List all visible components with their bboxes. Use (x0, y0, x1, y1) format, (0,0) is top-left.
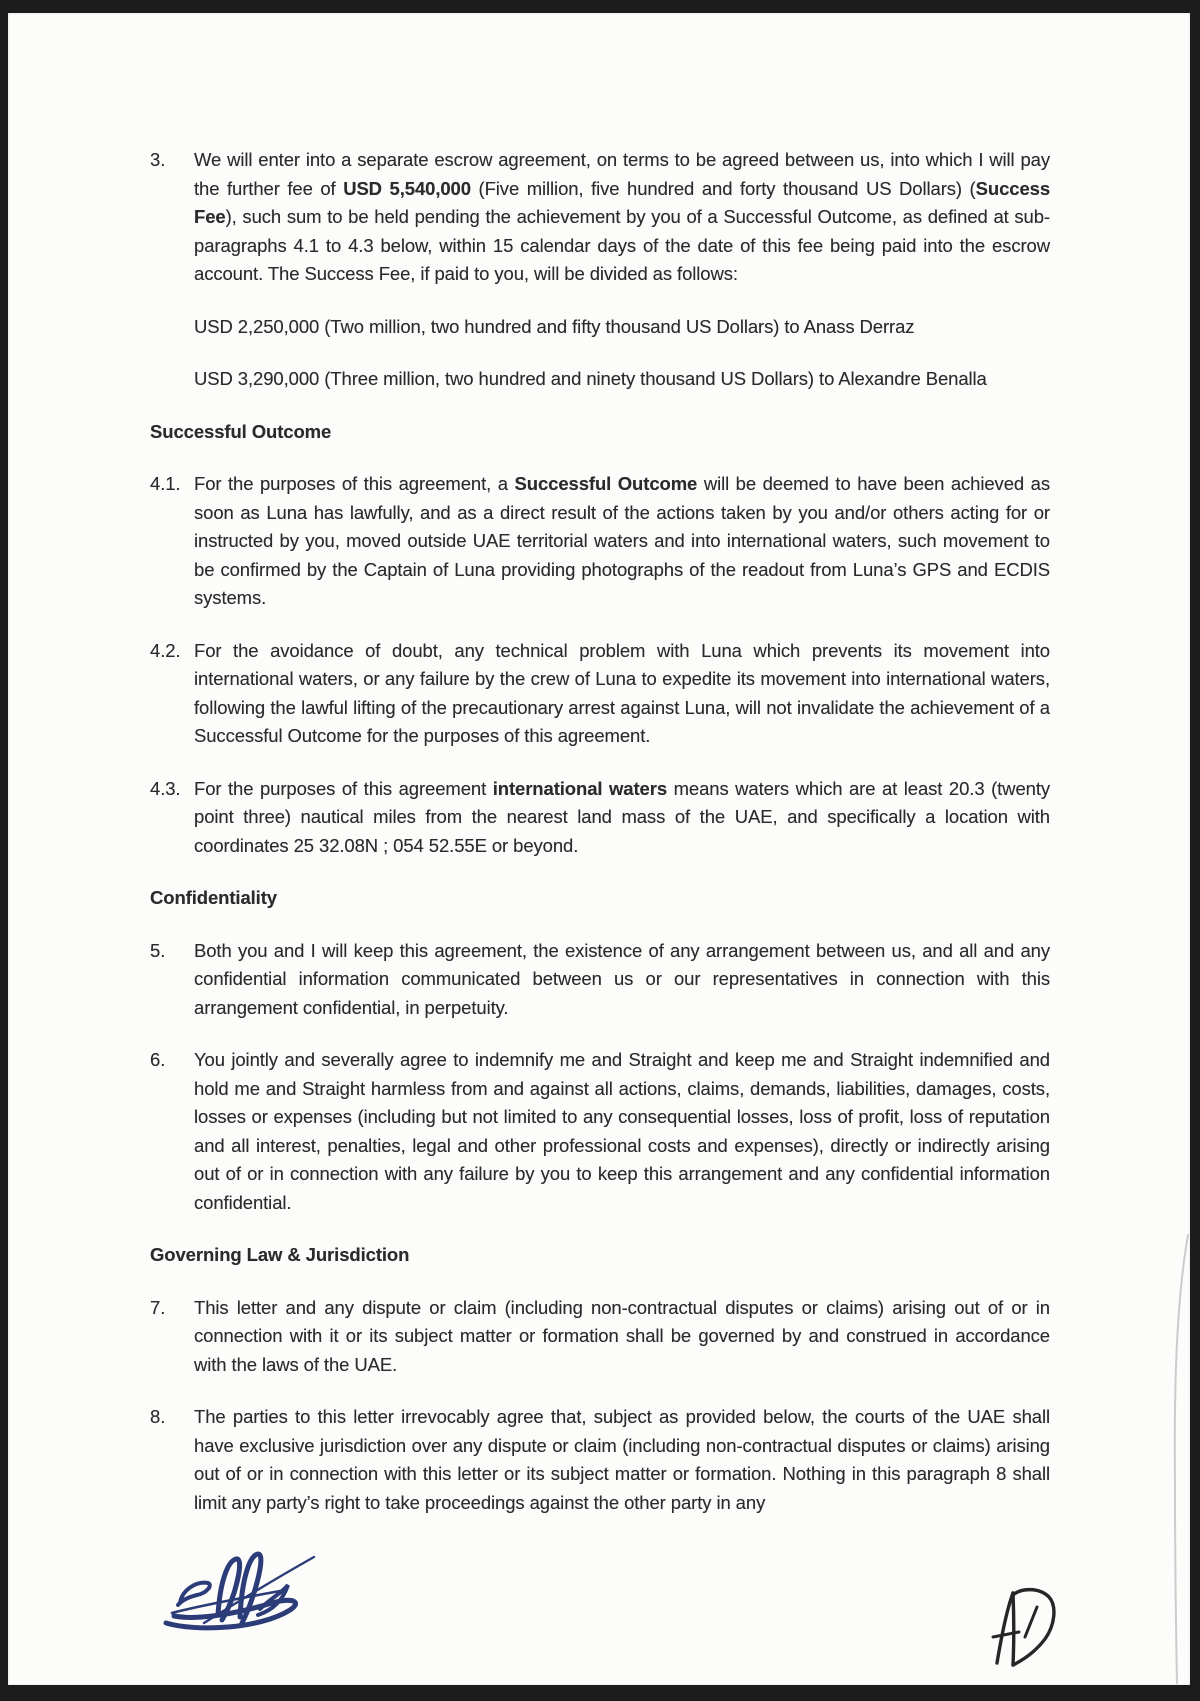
section-heading: Confidentiality (150, 887, 277, 908)
text-run: For the purposes of this agreement (194, 777, 493, 799)
indented-line (194, 313, 1050, 342)
handwritten-signature (152, 1535, 322, 1640)
text-run: Both you and I will keep this agreement, the existence of any arrangement between us, and all and any confidential information communicated between us or our representatives in connection with this arrangement confidential, in perpetuity. (194, 939, 1050, 1018)
bold-text-run: Success Fee (194, 177, 1051, 227)
bold-text-run: Successful Outcome (514, 473, 698, 494)
text-run: This letter and any dispute or claim (including non-contractual disputes or claims) arising out of or in connection with it or its subject matter or formation shall be governed by and construed in accordance with the laws of the UAE. (194, 1296, 1050, 1375)
text-run: USD 3,290,000 (Three million, two hundred and ninety thousand US Dollars) to Alexandre Benalla (194, 368, 987, 389)
text-run: For the purposes of this agreement, a (194, 473, 515, 494)
section-heading: Governing Law & Jurisdiction (150, 1244, 410, 1265)
page-curl-line (1166, 1233, 1190, 1685)
paragraph-number: 4.2. (150, 639, 181, 661)
paragraph-number: 4.1. (150, 473, 181, 494)
numbered-paragraph (150, 1046, 1050, 1217)
text-run: We will enter into a separate escrow agreement, on terms to be agreed between us, into which I will pay the further fee of (194, 149, 1050, 199)
paragraph-text (194, 937, 1050, 1023)
text-run: ), such sum to be held pending the achievement by you of a Successful Outcome, as defined at sub-paragraphs 4.1 to 4.3 below, within 15 calendar days of the date of this fee being paid into the escrow account. The Success Fee, if paid to you, will be divided as follows: (194, 206, 1050, 284)
paragraph-text (194, 775, 1050, 861)
bold-text-run: international waters (492, 777, 668, 799)
paragraph-number: 4.3. (150, 777, 181, 799)
document-body (150, 146, 1050, 1541)
text-run: For the avoidance of doubt, any technical problem with Luna which prevents its movement into international waters, or any failure by the crew of Luna to expedite its movement into international waters, following the lawful lifting of the precautionary arrest against Luna, will not invalidate the achievement of a Successful Outcome for the purposes of this agreement. (194, 639, 1050, 746)
bold-text-run: USD 5,540,000 (343, 177, 471, 199)
numbered-paragraph (150, 1294, 1050, 1380)
numbered-paragraph (150, 775, 1050, 861)
paragraph-text (194, 637, 1050, 751)
paragraph-number: 6. (150, 1049, 166, 1070)
paragraph-number: 5. (150, 939, 166, 961)
paragraph-text (194, 1046, 1050, 1217)
numbered-paragraph (150, 470, 1050, 613)
numbered-paragraph (150, 1403, 1050, 1517)
paragraph-text (194, 146, 1050, 289)
text-run: The parties to this letter irrevocably agree that, subject as provided below, the courts of the UAE shall have exclusive jurisdiction over any dispute or claim (including non-contractual disputes or claims) arising out of or in connection with this letter or its subject matter or formation. Nothing in this paragraph 8 shall limit any party’s right to take proceedings against the other party in any (194, 1406, 1050, 1513)
numbered-paragraph (150, 637, 1050, 751)
paragraph-number: 8. (150, 1406, 166, 1427)
numbered-paragraph (150, 146, 1050, 289)
paragraph-text (194, 1294, 1050, 1380)
paragraph-number: 7. (150, 1296, 166, 1318)
text-run: will be deemed to have been achieved as soon as Luna has lawfully, and as a direct result of the actions taken by you and/or others acting for or instructed by you, moved outside UAE territorial waters and into international waters, such movement to be confirmed by the Captain of Luna providing photographs of the readout from Luna’s GPS and ECDIS systems. (194, 473, 1050, 608)
paragraph-text (194, 1403, 1050, 1517)
text-run: means waters which are at least 20.3 (twenty point three) nautical miles from the nearest land mass of the UAE, and specifically a location with coordinates 25 32.08N ; 054 52.55E or beyond. (194, 777, 1051, 856)
paragraph-number: 3. (150, 149, 166, 170)
text-run: (Five million, five hundred and forty thousand US Dollars) ( (470, 177, 976, 199)
document-page (8, 13, 1190, 1685)
numbered-paragraph (150, 937, 1050, 1023)
text-run: You jointly and severally agree to indemnify me and Straight and keep me and Straight indemnified and hold me and Straight harmless from and against all actions, claims, demands, liabilities, damages, costs, losses or expenses (including but not limited to any consequential losses, loss of profit, loss of reputation and all interest, penalties, legal and other professional costs and expenses), directly or indirectly arising out of or in connection with any failure by you to keep this arrangement and any confidential information confidential. (194, 1049, 1050, 1213)
section-heading: Successful Outcome (150, 420, 332, 442)
indented-line (194, 365, 1050, 394)
paragraph-text (194, 470, 1050, 613)
text-run: USD 2,250,000 (Two million, two hundred and fifty thousand US Dollars) to Anass Derraz (194, 315, 915, 337)
initials-ad-signature (983, 1583, 1065, 1675)
